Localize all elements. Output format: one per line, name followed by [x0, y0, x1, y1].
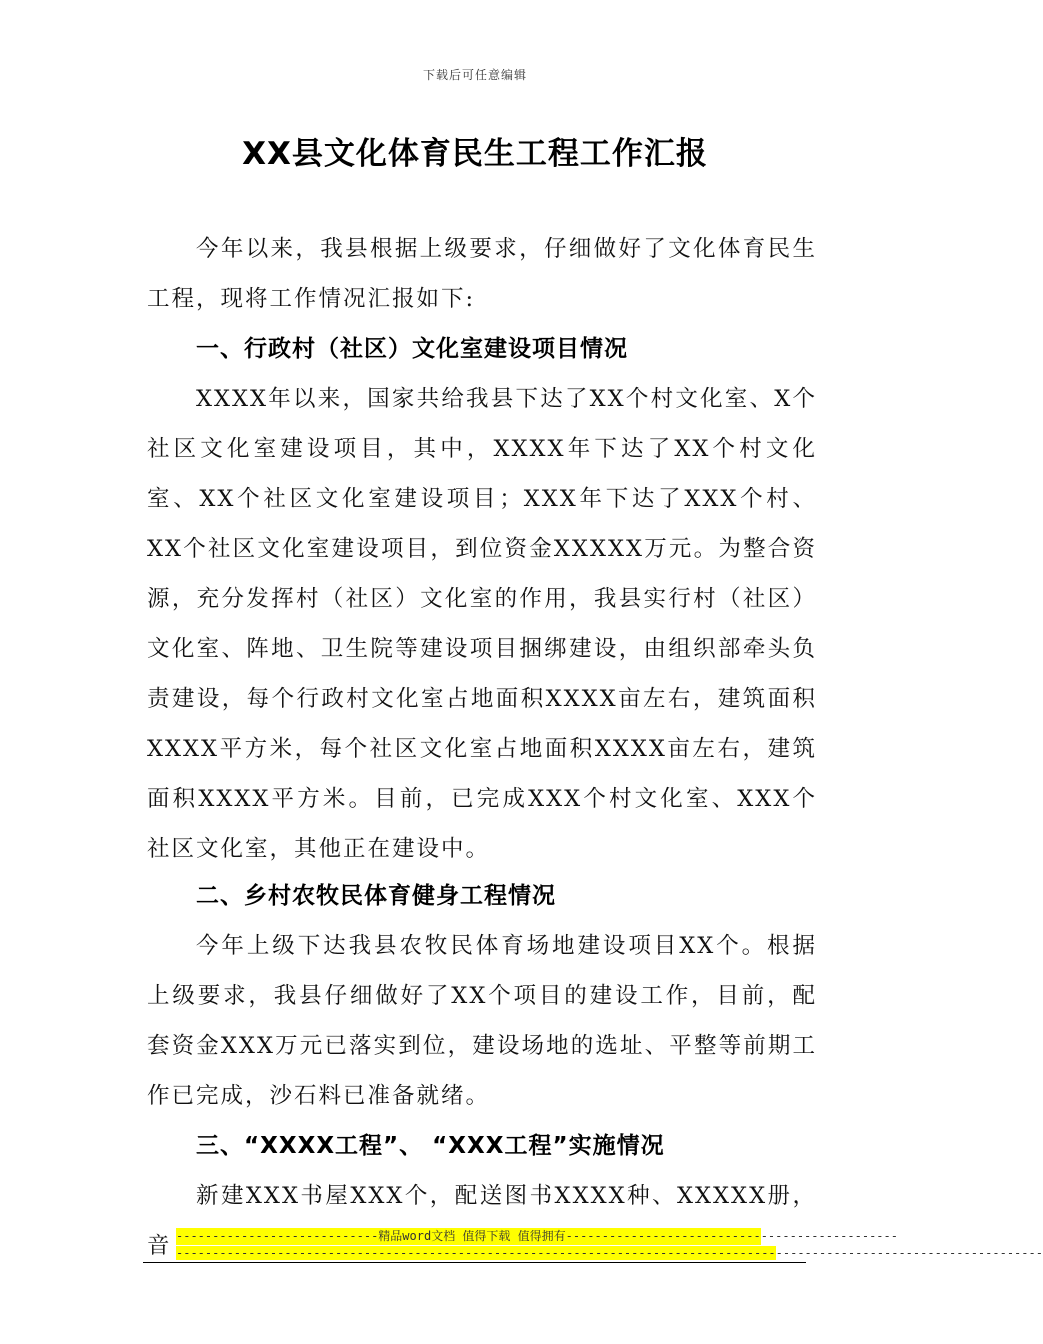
section-heading-3: 三、“XXXX工程”、 “XXX工程”实施情况: [196, 1133, 665, 1159]
document-title: XX县文化体育民生工程工作汇报: [242, 136, 708, 172]
footer-line-1: ----------------------------精品word文档 值得下载 值得拥有----------------------------------------------: [176, 1229, 898, 1243]
footer-line-2: ------------------------------------------------------------------------------------------------------------------------: [176, 1246, 1043, 1260]
intro-paragraph: 今年以来，我县根据上级要求，仔细做好了文化体育民生工程，现将工作情况汇报如下:: [147, 236, 817, 312]
section-heading-2: 二、乡村农牧民体育健身工程情况: [196, 883, 556, 909]
section-body-1: XXXX年以来，国家共给我县下达了XX个村文化室、X个社区文化室建设项目，其中，XXXX年下达了XX个村文化室、XX个社区文化室建设项目；XXX年下达了XXX个村、XX个社区文化室建设项目，到位资金XXXXX万元。为整合资源，充分发挥村（社区）文化室的作用，我县实行村（社区）文化室、阵地、卫生院等建设项目捆绑建设，由组织部牵头负责建设，每个行政村文化室占地面积XXXX亩左右，建筑面积XXXX平方米，每个社区文化室占地面积XXXX亩左右，建筑面积XXXX平方米。目前，已完成XXX个村文化室、XXX个社区文化室，其他正在建设中。: [147, 386, 817, 862]
section-body-2: 今年上级下达我县农牧民体育场地建设项目XX个。根据上级要求，我县仔细做好了XX个项目的建设工作，目前，配套资金XXX万元已落实到位，建设场地的选址、平整等前期工作已完成，沙石料已准备就绪。: [147, 933, 817, 1109]
section-body-3: 新建XXX书屋XXX个，配送图书XXXX种、XXXXX册，音: [147, 1183, 817, 1259]
section-heading-1: 一、行政村（社区）文化室建设项目情况: [196, 336, 628, 362]
footer-divider: [143, 1262, 806, 1263]
header-note: 下载后可任意编辑: [422, 68, 527, 82]
footer-banner: [176, 1228, 1043, 1260]
